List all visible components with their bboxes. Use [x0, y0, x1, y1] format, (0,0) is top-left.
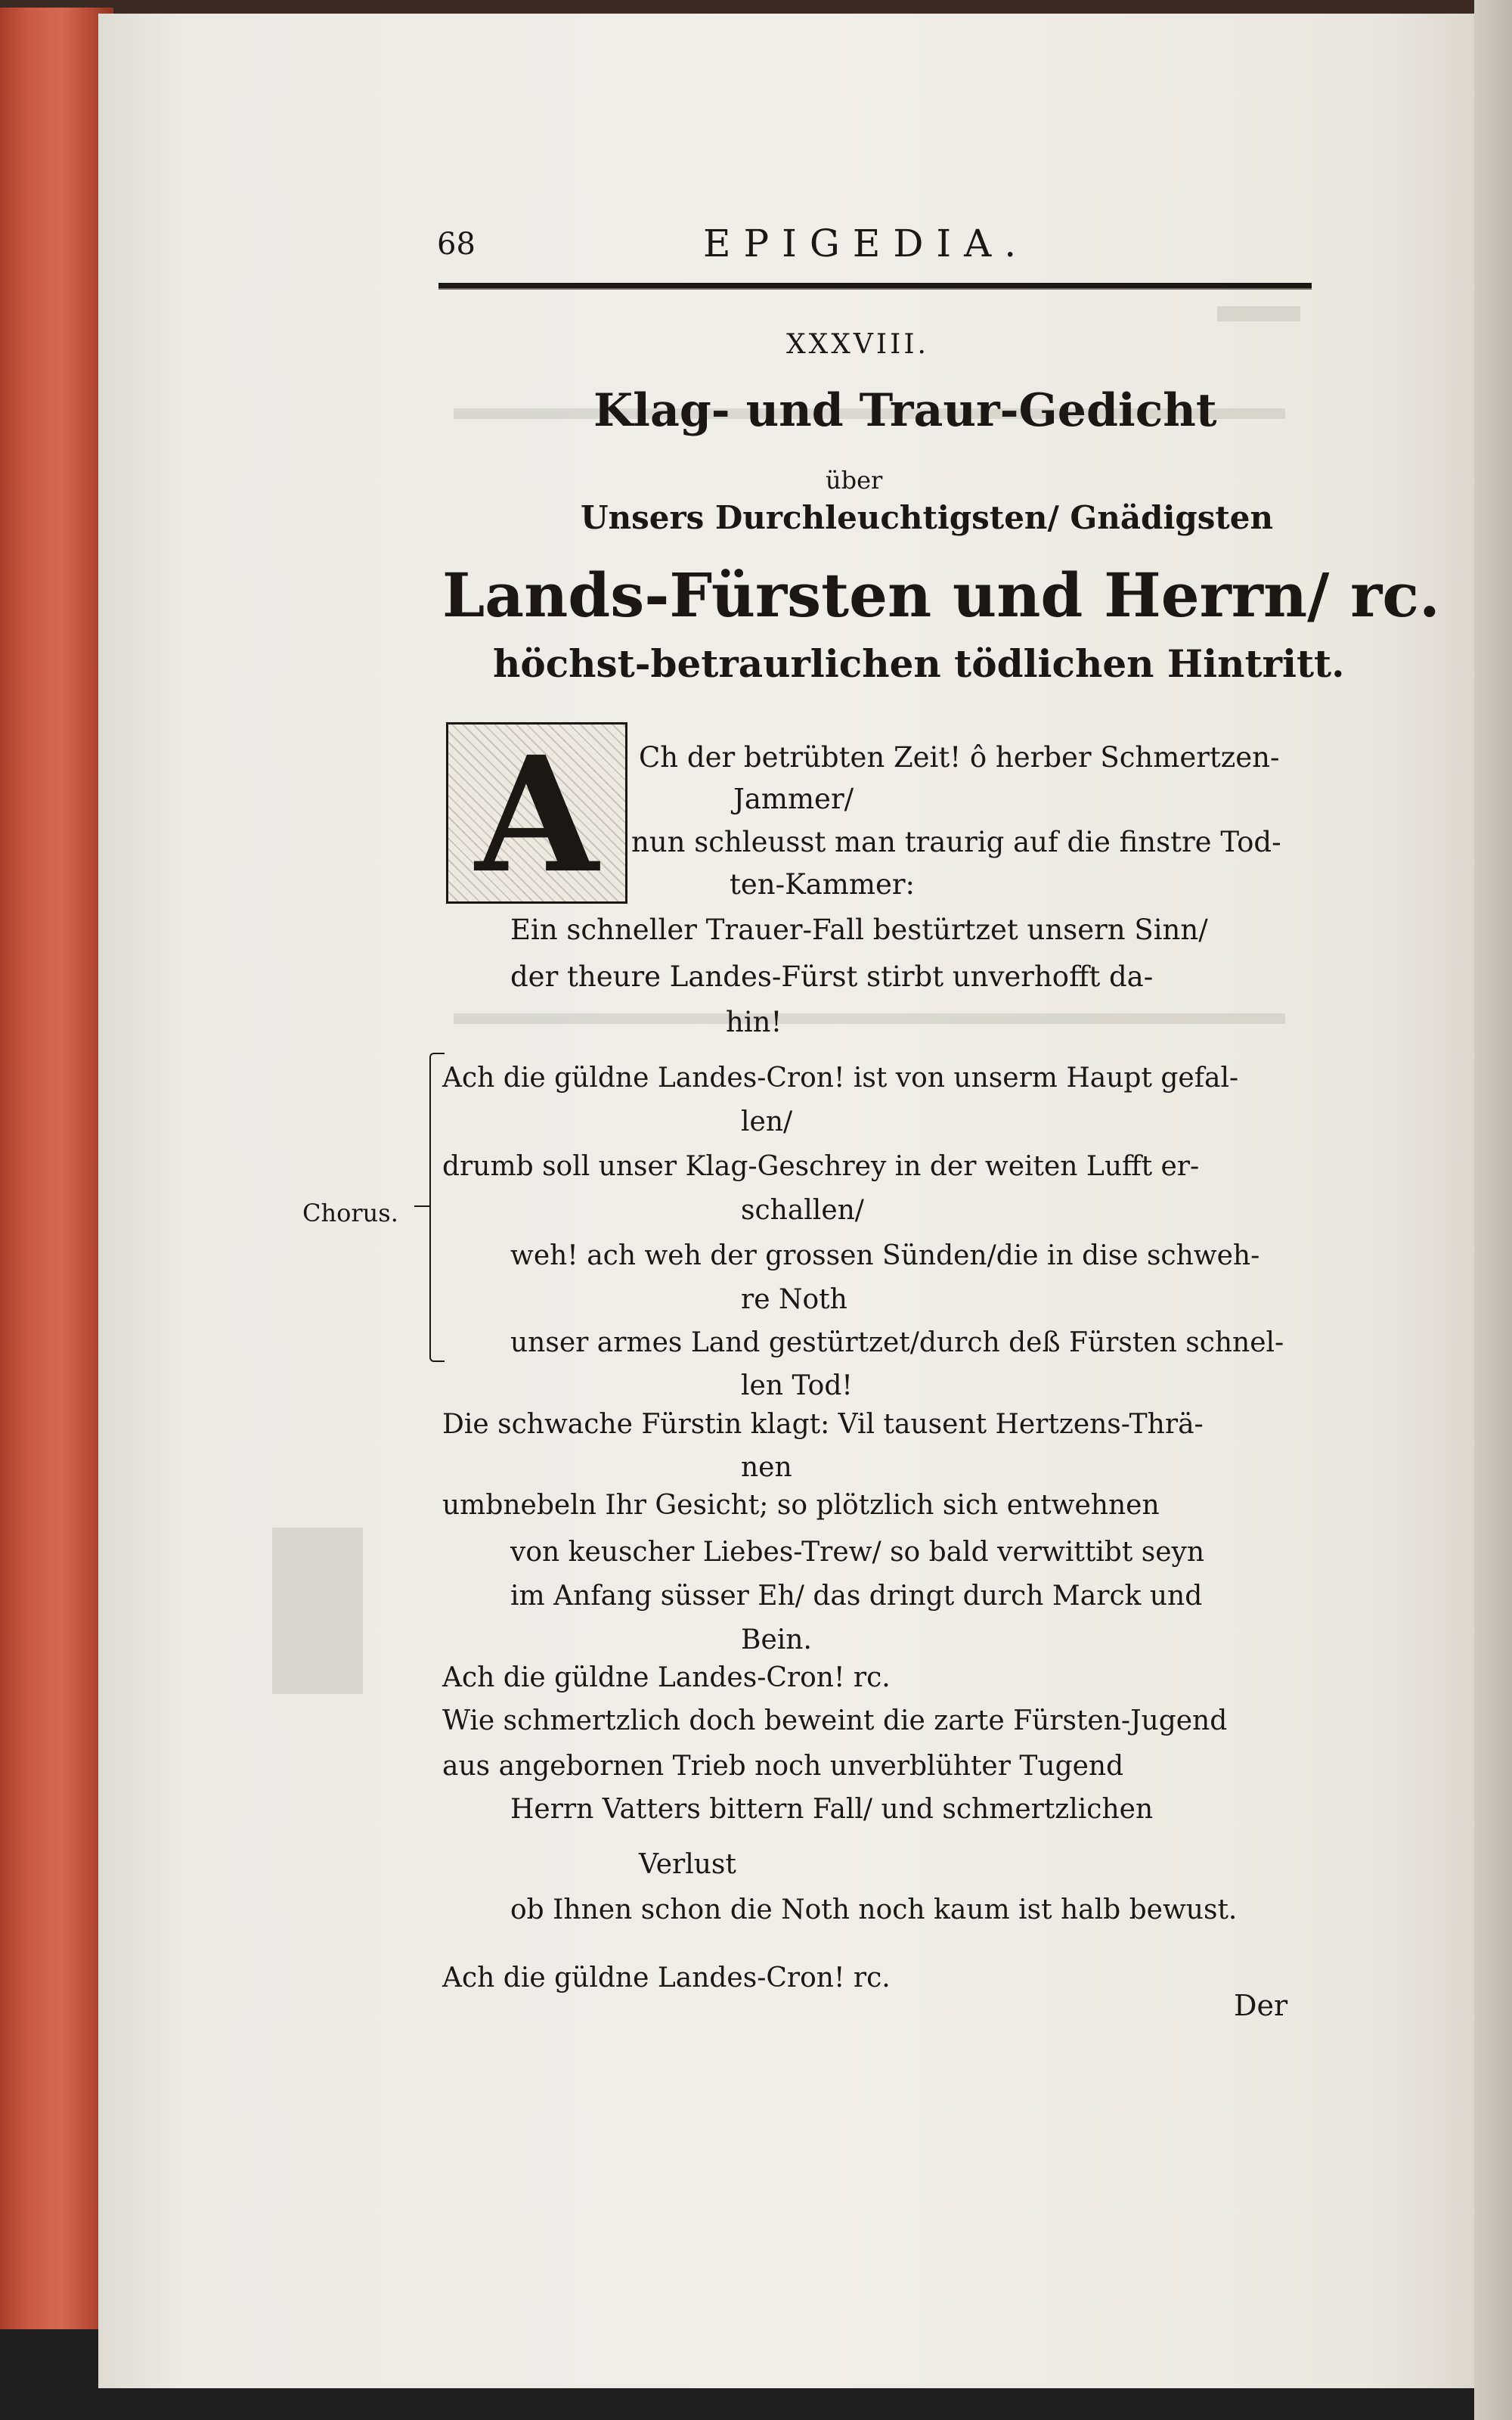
poem-line-11: schallen/	[741, 1195, 864, 1226]
decorated-initial	[446, 721, 627, 908]
page-number: 68	[437, 227, 476, 262]
poem-line-21: Bein.	[741, 1624, 812, 1655]
title-line-2: über	[826, 466, 883, 495]
poem-line-12: weh! ach weh der grossen Sünden/die in dise schweh-	[510, 1240, 1260, 1271]
poem-line-19: von keuscher Liebes-Trew/ so bald verwittibt seyn	[510, 1537, 1205, 1568]
poem-line-20: im Anfang süsser Eh/ das dringt durch Marck und	[510, 1581, 1203, 1612]
title-line-4: Lands-Fürsten und Herrn/ rc.	[442, 560, 1440, 631]
poem-line-16: Die schwache Fürstin klagt: Vil tausent Hertzens-Thrä-	[442, 1409, 1204, 1440]
poem-number: XXXVIII.	[786, 329, 929, 360]
poem-line-28: Ach die güldne Landes-Cron! rc.	[442, 1962, 891, 1993]
book-right-edge	[1474, 0, 1512, 2420]
poem-line-17: nen	[741, 1452, 792, 1483]
poem-line-7: hin!	[726, 1006, 782, 1038]
poem-line-2: Jammer/	[733, 783, 854, 815]
title-line-1: Klag- und Traur-Gedicht	[593, 384, 1217, 437]
chorus-label: Chorus.	[302, 1199, 398, 1227]
poem-line-15: len Tod!	[741, 1370, 853, 1401]
show-through	[1217, 306, 1300, 321]
poem-line-23: Wie schmertzlich doch beweint die zarte Fürsten-Jugend	[442, 1705, 1228, 1736]
poem-line-13: re Noth	[741, 1284, 847, 1315]
poem-line-8: Ach die güldne Landes-Cron! ist von unserm Haupt gefal-	[442, 1063, 1239, 1094]
book-page-edges	[0, 8, 113, 2329]
poem-line-5: Ein schneller Trauer-Fall bestürtzet unsern Sinn/	[510, 914, 1208, 946]
poem-line-10: drumb soll unser Klag-Geschrey in der weiten Lufft er-	[442, 1151, 1200, 1182]
header-rule	[438, 283, 1312, 290]
chorus-bracket-tip	[414, 1205, 429, 1207]
show-through	[454, 1013, 1285, 1024]
poem-line-24: aus angebornen Trieb noch unverblühter Tugend	[442, 1751, 1124, 1782]
catchword: Der	[1234, 1989, 1288, 2022]
show-through	[272, 1528, 363, 1694]
poem-line-26: Verlust	[639, 1849, 736, 1880]
poem-line-25: Herrn Vatters bittern Fall/ und schmertzlichen	[510, 1794, 1154, 1825]
poem-line-27: ob Ihnen schon die Noth noch kaum ist halb bewust.	[510, 1894, 1238, 1925]
poem-line-6: der theure Landes-Fürst stirbt unverhofft da-	[510, 960, 1154, 993]
title-line-3: Unsers Durchleuchtigsten/ Gnädigsten	[581, 499, 1274, 536]
poem-line-18: umbnebeln Ihr Gesicht; so plötzlich sich entwehnen	[442, 1490, 1160, 1521]
poem-line-1: Ch der betrübten Zeit! ô herber Schmertzen-	[639, 741, 1280, 774]
chorus-bracket	[429, 1053, 445, 1362]
poem-line-3: nun schleusst man traurig auf die finstre Tod-	[631, 826, 1281, 858]
poem-line-22: Ach die güldne Landes-Cron! rc.	[442, 1662, 891, 1693]
poem-line-4: ten-Kammer:	[730, 868, 916, 901]
poem-line-9: len/	[741, 1106, 793, 1137]
running-title: EPIGEDIA.	[703, 222, 1030, 265]
title-line-5: höchst-betraurlichen tödlichen Hintritt.	[493, 641, 1345, 686]
initial-letter: A	[475, 721, 599, 908]
poem-line-14: unser armes Land gestürtzet/durch deß Fürsten schnel-	[510, 1327, 1284, 1358]
